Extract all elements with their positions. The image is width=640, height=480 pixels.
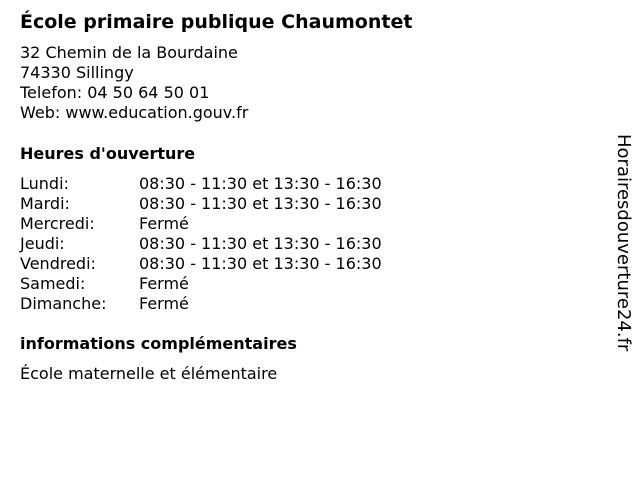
hours-time: Fermé bbox=[139, 214, 189, 233]
address-city: 74330 Sillingy bbox=[20, 63, 134, 82]
address-block bbox=[20, 43, 248, 123]
hours-day: Samedi: bbox=[20, 274, 86, 293]
phone-number: Telefon: 04 50 64 50 01 bbox=[20, 83, 210, 102]
site-watermark: Horairesdouverture24.fr bbox=[613, 134, 634, 352]
hours-day: Vendredi: bbox=[20, 254, 96, 273]
hours-time: 08:30 - 11:30 et 13:30 - 16:30 bbox=[139, 234, 382, 253]
additional-info-heading: informations complémentaires bbox=[20, 334, 297, 353]
page-title: École primaire publique Chaumontet bbox=[20, 11, 413, 33]
hours-time: 08:30 - 11:30 et 13:30 - 16:30 bbox=[139, 194, 382, 213]
hours-day: Mercredi: bbox=[20, 214, 95, 233]
hours-time: Fermé bbox=[139, 294, 189, 313]
hours-day: Lundi: bbox=[20, 174, 69, 193]
address-street: 32 Chemin de la Bourdaine bbox=[20, 43, 238, 62]
hours-day: Dimanche: bbox=[20, 294, 107, 313]
hours-day: Mardi: bbox=[20, 194, 70, 213]
website: Web: www.education.gouv.fr bbox=[20, 103, 249, 122]
additional-info-text: École maternelle et élémentaire bbox=[20, 364, 278, 383]
hours-time: 08:30 - 11:30 et 13:30 - 16:30 bbox=[139, 174, 382, 193]
opening-hours-heading: Heures d'ouverture bbox=[20, 144, 196, 163]
hours-time: Fermé bbox=[139, 274, 189, 293]
hours-day: Jeudi: bbox=[20, 234, 65, 253]
hours-time: 08:30 - 11:30 et 13:30 - 16:30 bbox=[139, 254, 382, 273]
